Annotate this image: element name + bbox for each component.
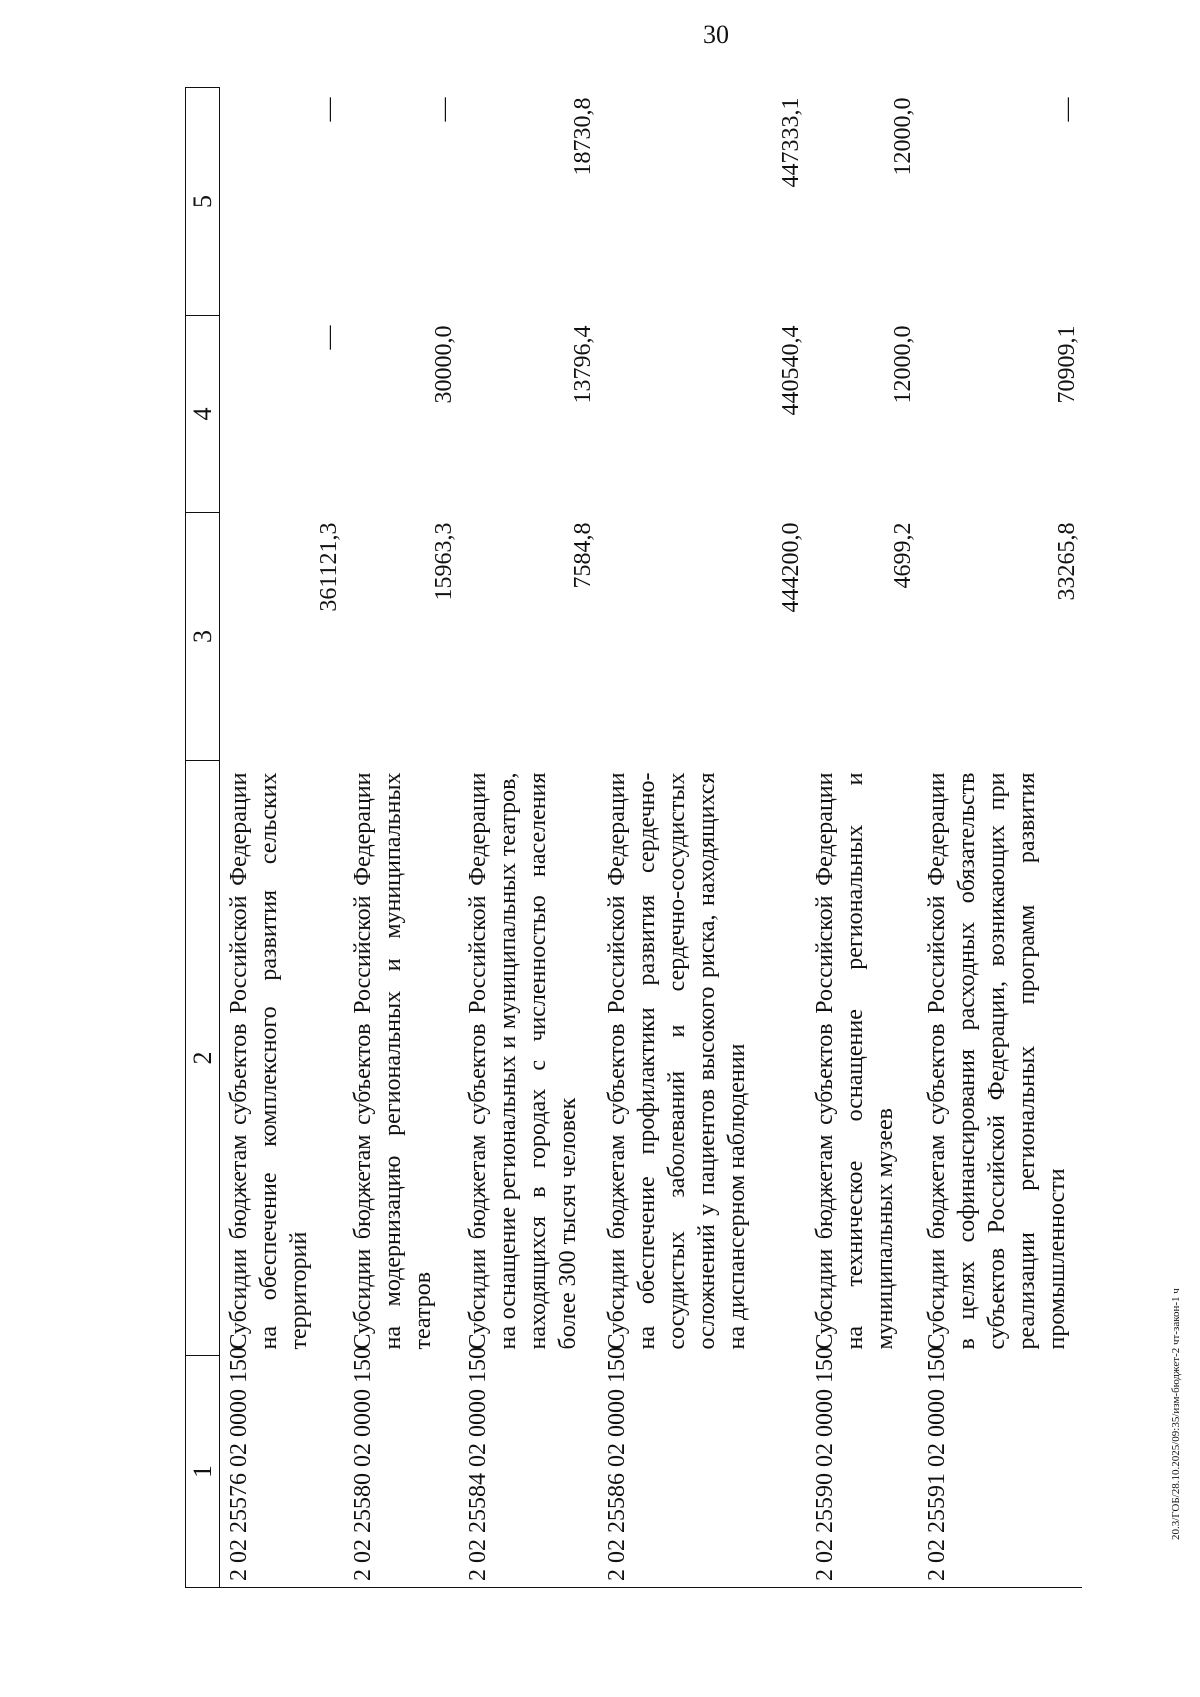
- item-name: Субсидии бюджетам субъектов Российской Федерации на обеспечение профилактики развития сердечно-сосудистых заболеваний и сердечно-сосудистых осложнений у пациентов высокого риска, находящихся на диспансерном наблюдении: [604, 772, 750, 1350]
- column-header-2: 2: [186, 761, 220, 1356]
- table-row: [598, 88, 806, 1588]
- table-row: [220, 88, 345, 1588]
- value-col4: —: [316, 325, 342, 350]
- value-col4: 13796,4: [570, 325, 596, 404]
- table-row: [344, 88, 459, 1588]
- value-col5: —: [431, 97, 457, 122]
- budget-code: 2 02 25576 02 0000 150: [220, 1356, 345, 1588]
- budget-code: 2 02 25586 02 0000 150: [598, 1356, 806, 1588]
- page-number: 30: [703, 20, 729, 49]
- value-col3: 7584,8: [570, 522, 596, 589]
- table-row: [459, 88, 598, 1588]
- table-header-row: [186, 88, 220, 1588]
- value-col4: 12000,0: [890, 325, 916, 404]
- value-col3: 15963,3: [431, 522, 457, 601]
- value-col4: 30000,0: [431, 325, 457, 404]
- value-col5: —: [1054, 97, 1080, 122]
- value-col4: 440540,4: [778, 325, 804, 416]
- value-col4: 70909,1: [1054, 325, 1080, 404]
- value-col3: 444200,0: [778, 522, 804, 613]
- item-name: Субсидии бюджетам субъектов Российской Федерации на оснащение региональных и муниципальных театров, находящихся в городах с численностью населения более 300 тысяч человек: [465, 772, 581, 1350]
- value-col5: 12000,0: [890, 97, 916, 176]
- budget-code: 2 02 25590 02 0000 150: [806, 1356, 918, 1588]
- budget-table: [185, 87, 1082, 1588]
- item-name: Субсидии бюджетам субъектов Российской Федерации на техническое оснащение региональных и муниципальных музеев: [812, 772, 898, 1350]
- rotated-table-container: [185, 88, 1080, 1588]
- item-name: Субсидии бюджетам субъектов Российской Федерации на обеспечение комплексного развития сельских территорий: [226, 772, 312, 1350]
- value-col5: 18730,8: [570, 97, 596, 176]
- table-row: [806, 88, 918, 1588]
- budget-code: 2 02 25580 02 0000 150: [344, 1356, 459, 1588]
- value-col3: 361121,3: [316, 522, 342, 612]
- item-name: Субсидии бюджетам субъектов Российской Федерации на модернизацию региональных и муниципальных театров: [350, 772, 436, 1350]
- item-name: Субсидии бюджетам субъектов Российской Федерации в целях софинансирования расходных обязательств субъектов Российской Федерации, возникающих при реализации региональных программ развития промышленности: [924, 772, 1070, 1350]
- column-header-5: 5: [186, 88, 220, 316]
- table-row: [918, 88, 1082, 1588]
- value-col5: 447333,1: [778, 97, 804, 188]
- budget-code: 2 02 25591 02 0000 150: [918, 1356, 1082, 1588]
- column-header-3: 3: [186, 513, 220, 761]
- value-col3: 33265,8: [1054, 522, 1080, 601]
- value-col3: 4699,2: [890, 522, 916, 589]
- column-header-1: 1: [186, 1356, 220, 1588]
- document-footer-note: 20.3/ГОБ/28.10.2025/09:35/изм-бюджет-2 чт-закон-1 ч: [1170, 1288, 1182, 1540]
- value-col5: —: [316, 97, 342, 122]
- budget-code: 2 02 25584 02 0000 150: [459, 1356, 598, 1588]
- column-header-4: 4: [186, 316, 220, 513]
